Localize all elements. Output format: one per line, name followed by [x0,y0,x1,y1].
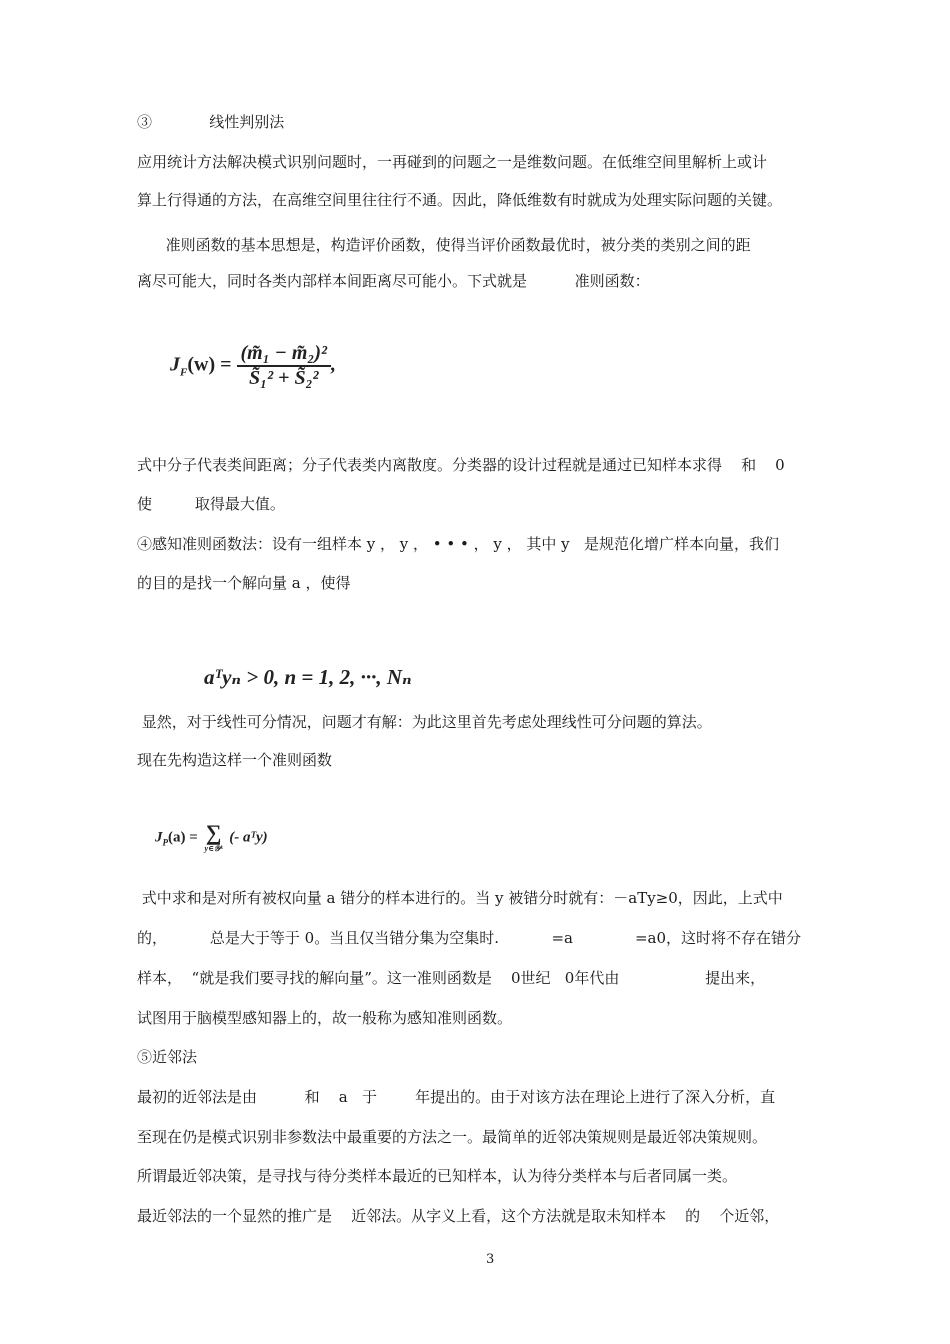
paragraph-line: 显然，对于线性可分情况，问题才有解：为此这里首先考虑处理线性可分问题的算法。 [137,713,712,731]
paragraph-line: 试图用于脑模型感知器上的，故一般称为感知准则函数。 [137,1009,513,1027]
sigma-symbol: ∑ [205,820,222,845]
fisher-criterion-formula: $J_F(w)$ = $\frac{\text{(m̃₁ − m̃₂)²}}{\text{S̃₁² + S̃₂²}}$ , [170,342,337,389]
section-heading-linear-discriminant: ③ 线性判别法 [137,113,285,131]
paragraph-line: 准则函数的基本思想是，构造评价函数，使得当评价函数最优时，被分类的类别之间的距 [137,236,751,254]
paragraph-line: 的目的是找一个解向量 a ，使得 [137,574,351,592]
summation-index: y∈𝒴ᵏ [204,844,223,853]
fraction-numerator: (m̃₁ − m̃₂)² [237,342,332,367]
paragraph-line: 离尽可能大，同时各类内部样本间距离尽可能小。下式就是 准则函数： [137,272,650,290]
paragraph-line: 现在先构造这样一个准则函数 [137,751,333,769]
paragraph-line: 算上行得通的方法，在高维空间里往往行不通。因此，降低维数有时就成为处理实际问题的关键。 [137,191,783,209]
paragraph-line: 的， 总是大于等于 0。当且仅当错分集为空集时. =a =a0，这时将不存在错分 [137,929,801,947]
section-heading-nearest-neighbor: ⑤近邻法 [137,1048,198,1066]
paragraph-line: 最初的近邻法是由 和 a 于 年提出的。由于对该方法在理论上进行了深入分析，直 [137,1088,776,1106]
page-number: 3 [486,1252,495,1267]
fraction-denominator: S̃₁² + S̃₂² [248,367,319,389]
summation [205,822,223,854]
paragraph-line: 至现在仍是模式识别非参数法中最重要的方法之一。最简单的近邻决策规则是最近邻决策规则。 [137,1128,768,1146]
fraction [237,342,332,390]
paragraph-line: 使 取得最大值。 [137,495,285,513]
paragraph-line: 式中分子代表类间距离；分子代表类内离散度。分类器的设计过程就是通过已知样本求得 和 0 [137,456,785,474]
paragraph-line: 所谓最近邻决策，是寻找与待分类样本最近的已知样本，认为待分类样本与后者同属一类。 [137,1167,738,1185]
paragraph-line: 应用统计方法解决模式识别问题时，一再碰到的问题之一是维数问题。在低维空间里解析上或计 [137,153,768,171]
section-heading-perceptron: ④感知准则函数法：设有一组样本 y ， y ， • • • ， y ， 其中 y 是规范化增广样本向量，我们 [137,535,779,553]
paragraph-line: 式中求和是对所有被权向量 a 错分的样本进行的。当 y 被错分时就有：－aTy≥0，因此，上式中 [137,889,783,907]
separability-condition-formula: aᵀyₙ > 0, n = 1, 2, ···, Nₙ [204,665,412,689]
perceptron-criterion-formula: $J_P(a)$ = ∑ y∈𝒴ᵏ (- aᵀy) [155,820,268,853]
paragraph-line: 最近邻法的一个显然的推广是 近邻法。从字义上看，这个方法就是取未知样本 的 个近邻， [137,1207,780,1225]
paragraph-line: 样本， “就是我们要寻找的解向量”。这一准则函数是 0世纪 0年代由 提出来， [137,969,766,987]
